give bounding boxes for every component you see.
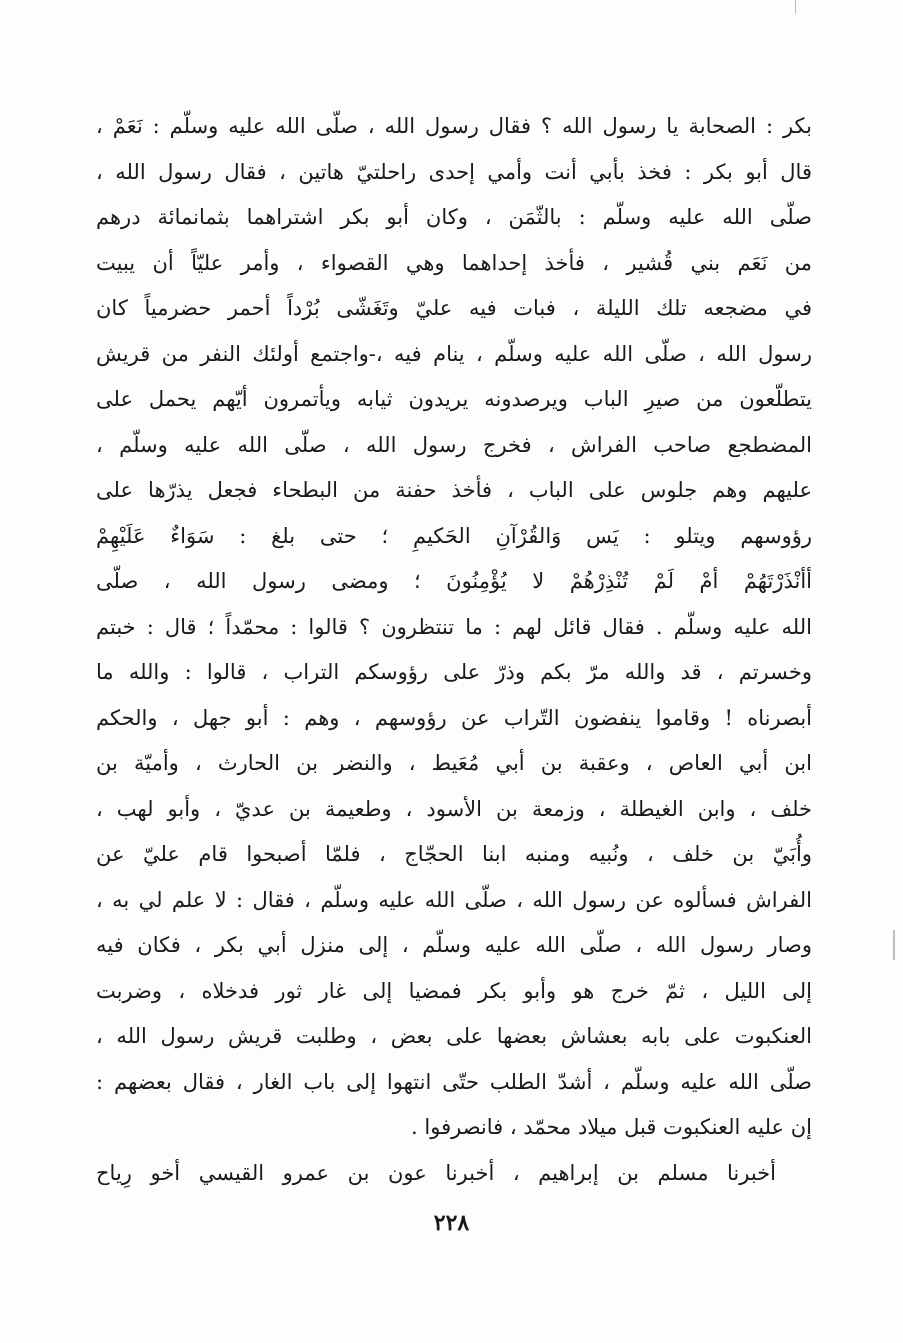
page-number: ٢٢٨ (433, 1210, 470, 1236)
text-line: وصار رسول الله ، صلّى الله عليه وسلّم ، إلى منزل أبي بكر ، فكان فيه (96, 933, 812, 957)
text-line: يتطلّعون من صيرِ الباب ويرصدونه يريدون ثيابه ويأتمرون أيّهم يحمل على (96, 387, 812, 411)
text-line: عليهم وهم جلوس على الباب ، فأخذ حفنة من البطحاء فجعل يذرّها على (96, 478, 812, 502)
text-line: رؤوسهم ويتلو : يَس وَالقُرْآنِ الحَكيمِ ؛ حتى بلغ : سَوَاءٌ عَلَيْهِمْ (96, 523, 812, 548)
text-line: وخسرتم ، قد والله مرّ بكم وذرّ على رؤوسكم التراب ، قالوا : والله ما (96, 660, 812, 684)
text-line: من نَعَم بني قُشير ، فأخذ إحداهما وهي القصواء ، وأمر عليّاً أن يبيت (96, 250, 812, 275)
text-line: رسول الله ، صلّى الله عليه وسلّم ، ينام فيه ،-واجتمع أولئك النفر من قريش (96, 341, 812, 366)
text-line: المضطجع صاحب الفراش ، فخرج رسول الله ، صلّى الله عليه وسلّم ، (96, 432, 812, 457)
text-line: قال أبو بكر : فخذ بأبي أنت وأمي إحدى راحلتيّ هاتين ، فقال رسول الله ، (96, 159, 812, 184)
text-line: خلف ، وابن الغيطلة ، وزمعة بن الأسود ، وطعيمة بن عديّ ، وأبو لهب ، (96, 796, 812, 821)
text-line: أأنْذَرْتَهُمْ أمْ لَمْ تُنْذِرْهُمْ لا يُؤْمِنُونَ ؛ ومضى رسول الله ، صلّى (96, 569, 812, 593)
text-line: صلّى الله عليه وسلّم ، أشدّ الطلب حتّى انتهوا إلى باب الغار ، فقال بعضهم : (96, 1069, 812, 1094)
text-line: أبصرناه ! وقاموا ينفضون التّراب عن رؤوسهم ، وهم : أبو جهل ، والحكم (96, 705, 812, 730)
paragraph-end-line: إن عليه العنكبوت قبل ميلاد محمّد ، فانصرفوا . (411, 1115, 812, 1139)
main-text (96, 104, 812, 1196)
paragraph-start-line: أخبرنا مسلم بن إبراهيم ، أخبرنا عون بن عمرو القيسي أخو رِياح (96, 1160, 776, 1185)
scan-mark-top (795, 0, 796, 14)
text-line: وأُبَيّ بن خلف ، ونُبيه ومنبه ابنا الحجّاج ، فلمّا أصبحوا قام عليّ عن (96, 842, 812, 866)
text-line: العنكبوت على بابه بعشاش بعضها على بعض ، وطلبت قريش رسول الله ، (96, 1024, 812, 1048)
text-line: الله عليه وسلّم . فقال قائل لهم : ما تنتظرون ؟ قالوا : محمّداً ؛ قال : خبتم (96, 614, 812, 639)
scan-mark-right (893, 930, 895, 960)
text-line: بكر : الصحابة يا رسول الله ؟ فقال رسول الله ، صلّى الله عليه وسلّم : نَعَمْ ، (96, 114, 812, 138)
text-line: ابن أبي العاص ، وعقبة بن أبي مُعَيط ، والنضر بن الحارث ، وأميّة بن (96, 751, 812, 775)
text-line: في مضجعه تلك الليلة ، فبات فيه عليّ وتَغَشّى بُرْداً أحمر حضرمياً كان (96, 296, 812, 320)
text-line: إلى الليل ، ثمّ خرج هو وأبو بكر فمضيا إلى غار ثور فدخلاه ، وضربت (96, 978, 812, 1003)
text-line: صلّى الله عليه وسلّم : بالثّمَن ، وكان أبو بكر اشتراهما بثمانمائة درهم (96, 205, 812, 229)
text-line: الفراش فسألوه عن رسول الله ، صلّى الله عليه وسلّم ، فقال : لا علم لي به ، (96, 887, 812, 912)
